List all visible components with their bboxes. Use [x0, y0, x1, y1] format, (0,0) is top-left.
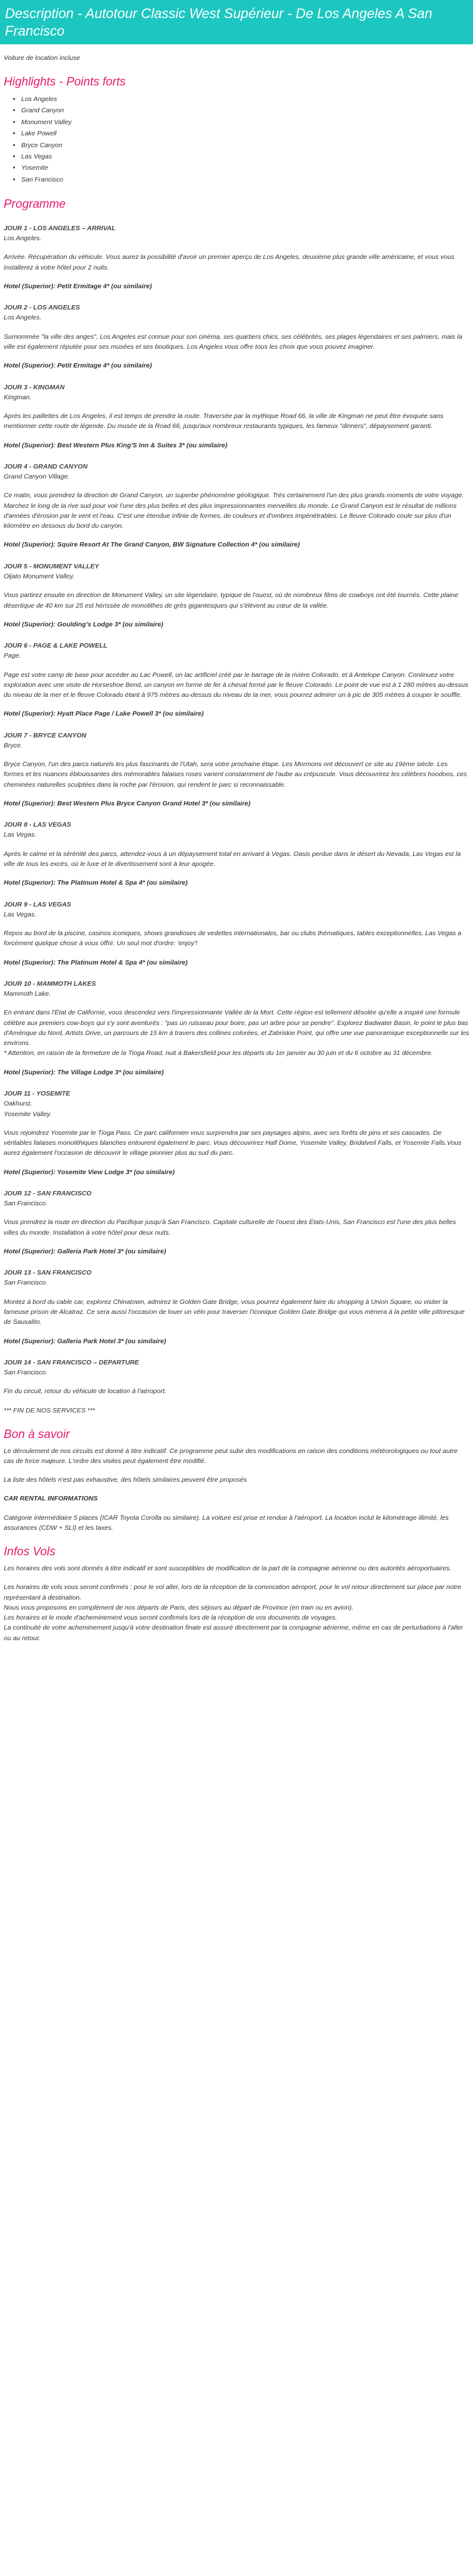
- day-location: Grand Canyon Village.: [4, 473, 70, 481]
- day-hotel: Hotel (Superior): Best Western Plus Bryce Canyon Grand Hotel 3* (ou similaire): [4, 799, 251, 807]
- day-location: Mammoth Lake.: [4, 990, 51, 998]
- bon-a-savoir-heading: Bon à savoir: [4, 1427, 70, 1441]
- day-block: [4, 561, 469, 629]
- day-hotel: Hotel (Superior): The Village Lodge 3* (ou similaire): [4, 1068, 164, 1076]
- infos-vols-details: [4, 1582, 469, 1643]
- page-title: Description - Autotour Classic West Supérieur - De Los Angeles A San Francisco: [5, 6, 432, 39]
- highlight-item: • Yosemite: [21, 162, 469, 173]
- day-title: JOUR 11 - YOSEMITE: [4, 1090, 71, 1097]
- day-hotel: Hotel (Superior): Petit Ermitage 4* (ou similaire): [4, 282, 152, 290]
- day-description: En entrant dans l'État de Californie, vous descendez vers l'impressionnante Vallée de la Mort. Cette région est tellement désolée qu'elle a inspiré une formule célèbre aux premiers cow-boys qui s'y sont aventurés : "pas un ruisseau pour boire, pas un arbre pour se pendre". Explorez Badwater Basin, le point le plus bas d'Amérique du Nord, Artists Drive, un parcours de 15 km à travers des collines colorées, et Zabriskie Point, qui offre une vue panoramique exceptionnelle sur les environs.: [4, 1009, 469, 1047]
- day-title: JOUR 14 - SAN FRANCISCO – DEPARTURE: [4, 1358, 139, 1366]
- highlight-item: • Grand Canyon: [21, 105, 469, 116]
- title-bar: [0, 0, 473, 44]
- day-block: [4, 1089, 469, 1177]
- day-location: Las Vegas.: [4, 831, 37, 839]
- day-description: Bryce Canyon, l'un des parcs naturels les plus fascinants de l'Utah, sera votre prochaine étape. Les Mormons ont découvert ce site au 19ème siècle. Les formes et les nuances éblouissantes des mémorables falaises roses varient constamment de l'aube au crépuscule. Vous découvrirez les célèbres hoodoos, ces cheminées naturelles sculptées dans la roche par l'érosion, qui rendent le parc si reconnaissable.: [4, 761, 467, 789]
- day-hotel: Hotel (Superior): Yosemite View Lodge 3* (ou similaire): [4, 1168, 175, 1176]
- infos-vols-line: La continuité de votre acheminement jusqu'à votre destination finale est assuré directement par la compagnie aérienne, même en cas de perturbations à l'aller ou au retour.: [4, 1624, 463, 1642]
- day-block: [4, 820, 469, 888]
- highlight-item: • Los Angeles: [21, 94, 469, 105]
- day-title: JOUR 7 - BRYCE CANYON: [4, 731, 87, 739]
- day-description: Page est votre camp de base pour accéder au Lac Powell, un lac artificiel créé par le barrage de la rivière Colorado, et à Antelope Canyon. Continuez votre exploration avec une visite de Horseshoe Bend, un canyon en forme de fer à cheval formé par le fleuve Colorado. Le point de vue est à 1 280 mètres au-dessus du niveau de la mer et le fleuve Colorado étant à 975 mètres au-dessus du niveau de la mer, vous pourrez admirer un à pic de 305 mètres à couper le souffle.: [4, 671, 469, 699]
- day-description: * Attention, en raison de la fermeture de la Tioga Road, nuit à Bakersfield pour les départs du 1er janvier au 30 juin et du 6 octobre au 31 décembre.: [4, 1049, 433, 1057]
- day-hotel: Hotel (Superior): Petit Ermitage 4* (ou similaire): [4, 362, 152, 370]
- day-hotel: Hotel (Superior): The Platinum Hotel & Spa 4* (ou similaire): [4, 879, 188, 887]
- highlight-item: • Bryce Canyon: [21, 140, 469, 151]
- highlight-item: • Monument Valley: [21, 117, 469, 128]
- day-hotel: Hotel (Superior): Best Western Plus King'S Inn & Suites 3* (ou similaire): [4, 441, 228, 449]
- day-location: Oljato Monument Valley.: [4, 572, 75, 580]
- day-description: Montez à bord du cable car, explorez Chinatown, admirez le Golden Gate Bridge, vous pourrez également faire du shopping à Union Square, ou visiter la fameuse prison de Alcatraz. Ce sera aussi l'occasion de louer un vélo pour traverser l'iconique Golden Gate Bridge qui vous mènera à la petite ville pittoresque de Sausalito.: [4, 1298, 465, 1326]
- day-block: [4, 1358, 469, 1397]
- day-block: [4, 382, 469, 450]
- day-block: [4, 462, 469, 550]
- day-block: [4, 1188, 469, 1256]
- day-description: Ce matin, vous prendrez la direction de Grand Canyon, un superbe phénomène géologique. Très certainement l'un des plus grands moments de votre voyage. Marchez le long de la rive sud pour voir l'une des plus belles et des plus impressionnantes merveilles du monde. Le Grand Canyon est le résultat de millions d'années d'érosion par le vent et l'eau. C'est une étendue infinie de formes, de couleurs et d'ombres impénétrables. Le fleuve Colorado coule sur plus d'un kilomètre en dessous du bord du canyon.: [4, 492, 464, 530]
- day-title: JOUR 1 - LOS ANGELES – ARRIVAL: [4, 224, 116, 232]
- day-location: Los Angeles.: [4, 235, 42, 243]
- day-title: JOUR 9 - LAS VEGAS: [4, 900, 71, 908]
- day-title: JOUR 4 - GRAND CANYON: [4, 462, 88, 470]
- day-description: Vous prendrez la route en direction du Pacifique jusqu'à San Francisco. Capitale culturelle de l'ouest des États-Unis, San Francisco est l'une des plus belles villes du monde. Installation à votre hôtel pour deux nuits.: [4, 1218, 456, 1237]
- day-hotel: Hotel (Superior): Galleria Park Hotel 3* (ou similaire): [4, 1247, 167, 1255]
- day-block: [4, 223, 469, 291]
- infos-vols-line: Nous vous proposons en complément de nos départs de Paris, des séjours au départ de Province (en train ou en avion).: [4, 1603, 354, 1611]
- day-location: Kingman.: [4, 393, 32, 401]
- day-location: San Francisco.: [4, 1200, 48, 1208]
- day-description: Vous partirez ensuite en direction de Monument Valley, un site légendaire, typique de l'ouest, où de nombreux films de cowboys ont été tournés. Cette plaine désertique de 40 km sur 25 est hérissée de monolithes de grès gigantesques qui s'élèvent au cœur de la vallée.: [4, 591, 459, 610]
- infos-vols-heading: Infos Vols: [4, 1545, 56, 1559]
- day-title: JOUR 13 - SAN FRANCISCO: [4, 1269, 92, 1277]
- day-location: Los Angeles.: [4, 314, 42, 322]
- day-title: JOUR 12 - SAN FRANCISCO: [4, 1189, 92, 1197]
- day-description: Surnommée "la ville des anges", Los Angeles est connue pour son cinéma, ses quartiers chics, ses célébrités, ses plages légendaires et ses palmiers, mais la ville est également réputée pour ses musées et ses boutiques. Los Angeles vous offre tous les choix que vous pouvez imaginer.: [4, 333, 462, 351]
- day-description: Fin du circuit, retour du véhicule de location à l'aéroport.: [4, 1388, 167, 1396]
- bon-a-savoir-paragraph: Le déroulement de nos circuits est donné à titre indicatif. Ce programme peut subir des modifications en raison des conditions météorologiques ou tout autre cas de force majeure. L'ordre des visites peut également être modifié.: [4, 1447, 458, 1465]
- highlight-item: • Lake Powell: [21, 128, 469, 139]
- day-location: Yosemite Valley.: [4, 1110, 52, 1118]
- day-block: [4, 731, 469, 809]
- day-hotel: Hotel (Superior): Hyatt Place Page / Lake Powell 3* (ou similaire): [4, 710, 204, 718]
- day-hotel: Hotel (Superior): Goulding's Lodge 3* (ou similaire): [4, 620, 163, 628]
- subtitle: Voiture de location incluse: [4, 54, 80, 62]
- end-note: *** FIN DE NOS SERVICES ***: [4, 1406, 95, 1414]
- bon-a-savoir-paragraph: La liste des hôtels n'est pas exhaustive, des hôtels similaires peuvent être proposés: [4, 1476, 247, 1484]
- day-description: Repos au bord de la piscine, casinos iconiques, shows grandioses de vedettes internationales, bar ou clubs thématiques, tables exceptionnelles, Las Vegas a forcément quelque chose à vous offrir. Un seul mot d'ordre: 'enjoy'!: [4, 930, 462, 948]
- day-block: [4, 303, 469, 371]
- day-location: Las Vegas.: [4, 910, 37, 918]
- highlight-item: • San Francisco: [21, 174, 469, 185]
- day-title: JOUR 10 - MAMMOTH LAKES: [4, 979, 96, 988]
- day-block: [4, 979, 469, 1077]
- day-location: Oakhurst.: [4, 1100, 32, 1108]
- day-location: San Francisco.: [4, 1369, 48, 1377]
- day-description: Arrivée. Récupération du véhicule. Vous aurez la possibilité d'avoir un premier aperçu de Los Angeles, deuxième plus grande ville américaine, et vous vous installerez à votre hôtel pour 2 nuits.: [4, 253, 455, 271]
- day-hotel: Hotel (Superior): Galleria Park Hotel 3* (ou similaire): [4, 1337, 167, 1345]
- highlight-item: • Las Vegas: [21, 151, 469, 162]
- day-block: [4, 900, 469, 968]
- day-description: Vous rejoindrez Yosemite par le Tioga Pass. Ce parc californien vous surprendra par ses paysages alpins, avec ses forêts de pins et ses cascades. De véritables falaises monolithiques blanches entourent également le parc. Vous découvrirez Half Dome, Yosemite Valley, Bridalveil Falls, et Yosemite Falls.Vous aurez également l'occasion de découvrir le village pionnier plus au sud du parc.: [4, 1129, 462, 1157]
- infos-vols-line: Les horaires et le mode d'acheminement vous seront confirmés lors de la réception de vos documents de voyages.: [4, 1614, 338, 1622]
- highlights-heading: Highlights - Points forts: [4, 75, 126, 89]
- day-location: Page.: [4, 652, 21, 660]
- day-description: Après le calme et la sérénité des parcs, attendez-vous à un dépaysement total en arrivant à Vegas. Oasis perdue dans le désert du Nevada, Las Vegas est la ville de tous les excès, où le luxe et le divertissement sont à leur apogée.: [4, 850, 461, 868]
- day-title: JOUR 5 - MONUMENT VALLEY: [4, 562, 99, 570]
- programme-days: [4, 223, 469, 1397]
- day-block: [4, 641, 469, 719]
- car-rental-text: Catégorie intermédiaire 5 places (ICAR Toyota Corolla ou similaire). La voiture est prise et rendue à l'aéroport. La location inclut le kilométrage illimité, les assurances (CDW + SLI) et les taxes.: [4, 1514, 449, 1532]
- day-location: Bryce.: [4, 741, 22, 749]
- day-block: [4, 1268, 469, 1346]
- content: [0, 53, 473, 1662]
- day-title: JOUR 2 - LOS ANGELES: [4, 304, 80, 312]
- day-title: JOUR 8 - LAS VEGAS: [4, 821, 71, 829]
- infos-vols-line: Les horaires de vols vous seront confirmés : pour le vol aller, lors de la réception de la convocation aéroport, pour le vol retour directement sur place par notre représentant à destination.: [4, 1583, 462, 1601]
- infos-vols-paragraph: Les horaires des vols sont donnés à titre indicatif et sont susceptibles de modification de la part de la compagnie aérienne ou des autorités aéroportuaires.: [4, 1565, 452, 1573]
- programme-heading: Programme: [4, 198, 66, 211]
- day-hotel: Hotel (Superior): Squire Resort At The Grand Canyon, BW Signature Collection 4* (ou similaire): [4, 541, 300, 549]
- highlights-list: [21, 94, 469, 185]
- day-title: JOUR 3 - KINGMAN: [4, 383, 65, 391]
- day-title: JOUR 6 - PAGE & LAKE POWELL: [4, 642, 108, 650]
- day-hotel: Hotel (Superior): The Platinum Hotel & Spa 4* (ou similaire): [4, 958, 188, 966]
- day-location: San Francisco.: [4, 1279, 48, 1287]
- day-description: Après les paillettes de Los Angeles, il est temps de prendre la route. Traversée par la mythique Road 66, la ville de Kingman ne peut être évoquée sans mentionner cette route de légende. Du musée de la Road 66, jusqu'aux nombreux restaurants typiques, les fameux "dinners", dépaysement garanti.: [4, 412, 444, 430]
- car-rental-title: CAR RENTAL INFORMATIONS: [4, 1495, 98, 1503]
